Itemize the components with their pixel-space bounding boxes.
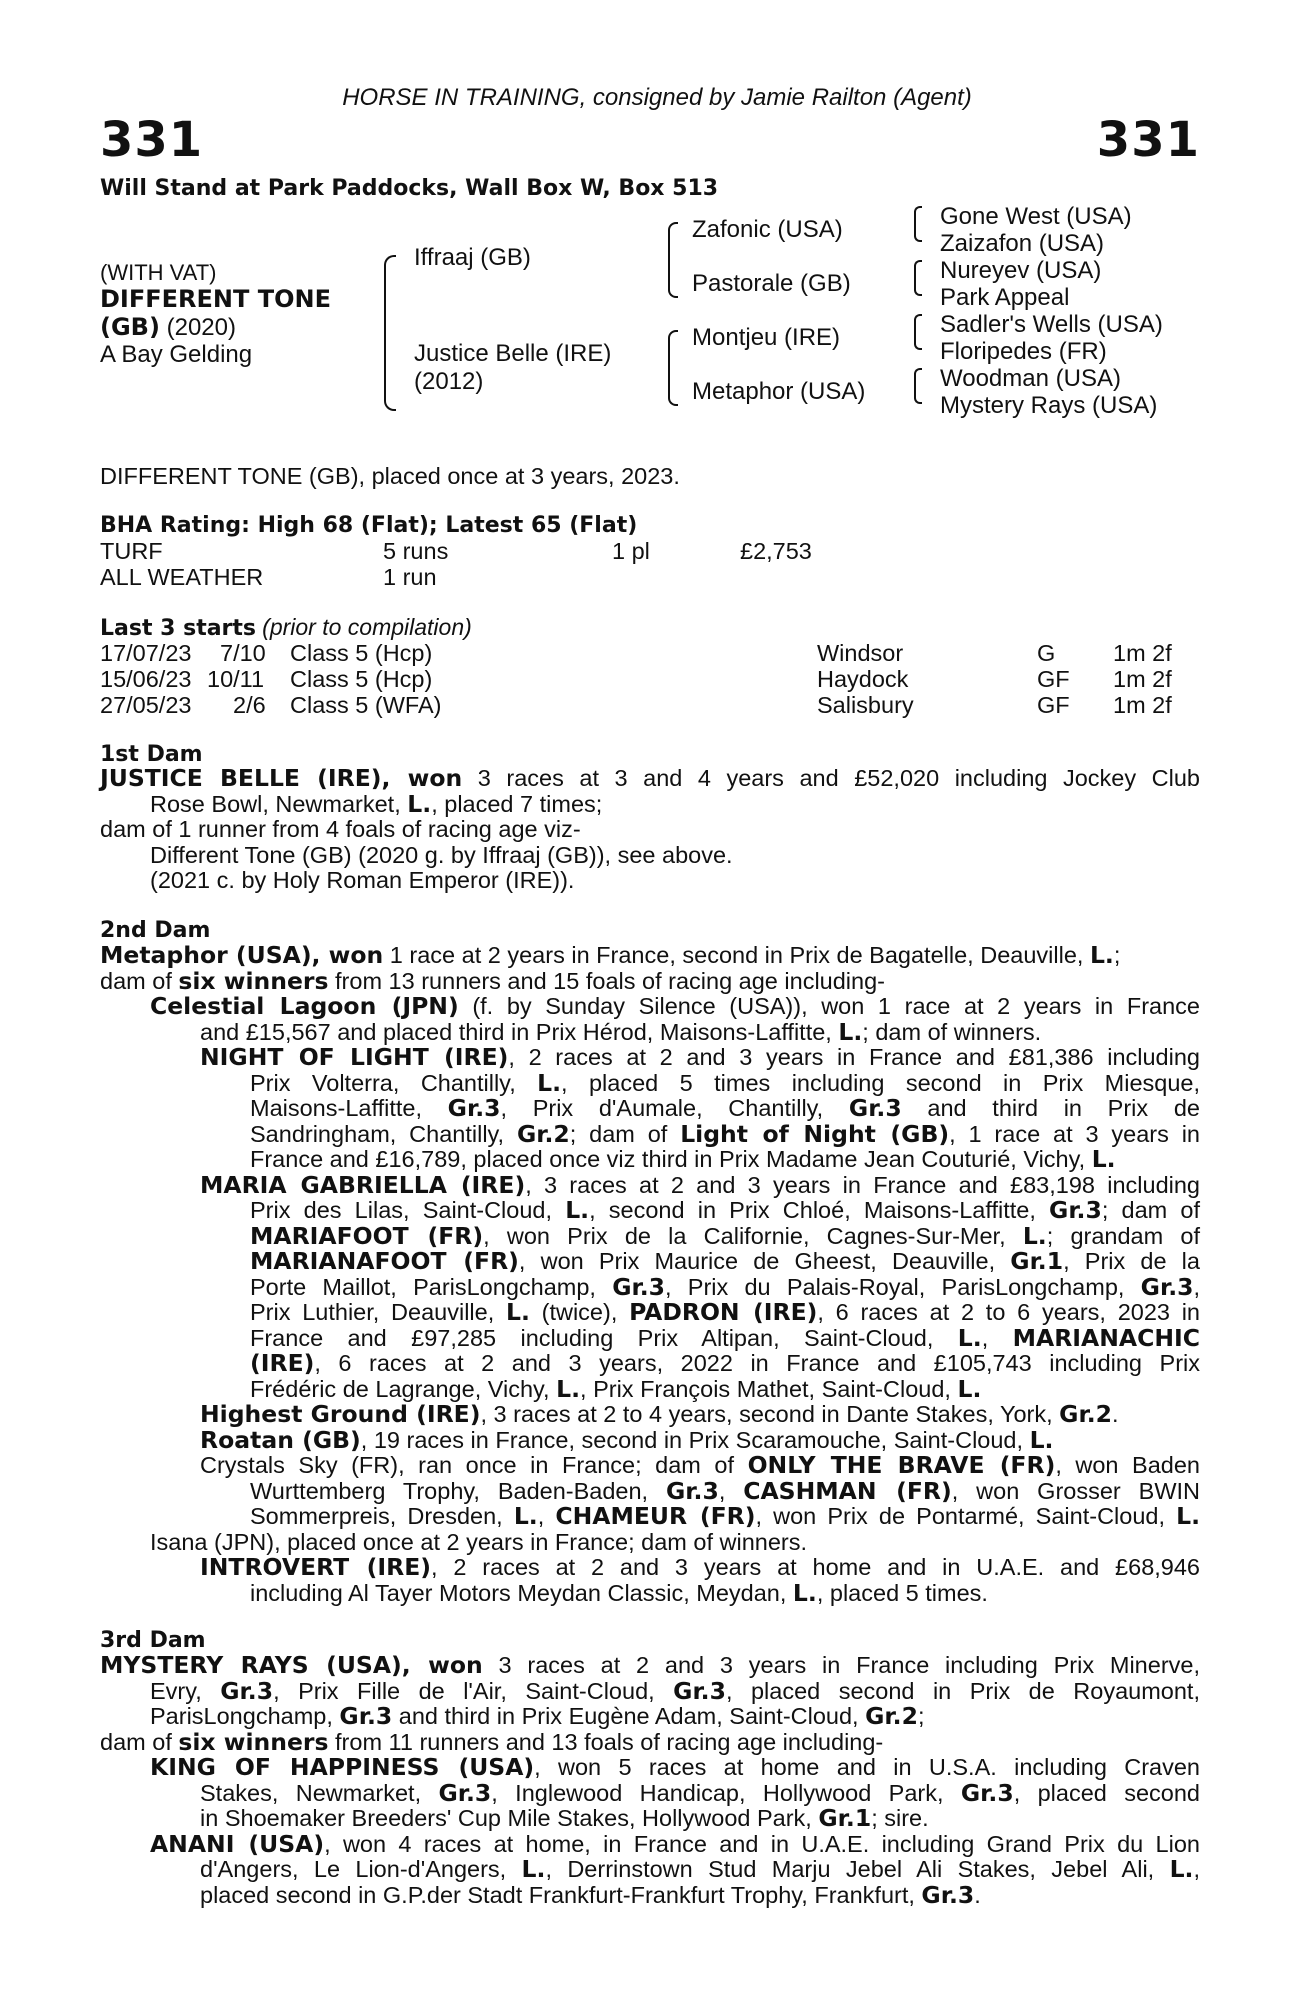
text-line: France and £16,789, placed once viz third in Prix Madame Jean Couturié, Vichy, L. (250, 1145, 1116, 1173)
ggp-brace-1 (914, 260, 922, 296)
text-line: NIGHT OF LIGHT (IRE), 2 races at 2 and 3 years in France and £81,386 including (200, 1043, 1200, 1071)
race-summary: DIFFERENT TONE (GB), placed once at 3 years, 2023. (100, 463, 680, 489)
rating-runs: 1 run (383, 564, 437, 590)
start-date: 15/06/23 (100, 666, 192, 692)
start-going: GF (1037, 666, 1070, 692)
text-line: KING OF HAPPINESS (USA), won 5 races at home and in U.S.A. including Craven (150, 1753, 1200, 1781)
start-race: Class 5 (Hcp) (290, 640, 433, 666)
text-line: Sandringham, Chantilly, Gr.2; dam of Light of Night (GB), 1 race at 3 years in (250, 1119, 1201, 1148)
start-going: GF (1037, 692, 1070, 718)
text-line: INTROVERT (IRE), 2 races at 2 and 3 years at home and in U.A.E. and £68,946 (200, 1553, 1200, 1581)
text-line: Roatan (GB), 19 races in France, second in Prix Scaramouche, Saint-Cloud, L. (200, 1425, 1054, 1454)
start-course: Salisbury (817, 692, 914, 718)
text-line: placed second in G.P.der Stadt Frankfurt-Frankfurt Trophy, Frankfurt, Gr.3. (200, 1880, 981, 1909)
text-line: ParisLongchamp, Gr.3 and third in Prix Eugène Adam, Saint-Cloud, Gr.2; (150, 1702, 925, 1730)
start-date: 27/05/23 (100, 692, 192, 718)
pedigree-gp-2: Montjeu (IRE) (692, 324, 841, 351)
text-line: Wurttemberg Trophy, Baden-Baden, Gr.3, CASHMAN (FR), won Grosser BWIN (250, 1476, 1201, 1505)
pedigree-gp-3: Metaphor (USA) (692, 378, 866, 405)
start-race: Class 5 (WFA) (290, 692, 442, 718)
text-line: dam of six winners from 11 runners and 13 foals of racing age including- (100, 1727, 884, 1756)
horse-description: A Bay Gelding (100, 341, 253, 368)
pedigree-dam: Justice Belle (IRE) (414, 340, 612, 367)
text-line: in Shoemaker Breeders' Cup Mile Stakes, Hollywood Park, Gr.1; sire. (200, 1804, 929, 1832)
third-dam-text (100, 1653, 1200, 1908)
last-starts-heading: Last 3 starts (prior to compilation) (100, 614, 472, 641)
sire-parents-brace (668, 222, 678, 298)
rating-prize: £2,753 (740, 538, 812, 564)
lot-number-left: 331 (100, 112, 204, 168)
pedigree-ggp-7: Mystery Rays (USA) (940, 392, 1158, 419)
start-distance: 1m 2f (1113, 666, 1172, 692)
ggp-brace-0 (914, 206, 922, 242)
rating-surface: TURF (100, 538, 163, 564)
text-line: France and £97,285 including Prix Altipan, Saint-Cloud, L., MARIANACHIC (250, 1323, 1200, 1352)
ggp-brace-3 (914, 368, 922, 404)
stable-location: Will Stand at Park Paddocks, Wall Box W, Box 513 (100, 176, 719, 201)
pedigree-ggp-1: Zaizafon (USA) (940, 230, 1105, 257)
pedigree-ggp-3: Park Appeal (940, 284, 1070, 311)
text-line: Porte Maillot, ParisLongchamp, Gr.3, Prix du Palais-Royal, ParisLongchamp, Gr.3, (250, 1272, 1201, 1301)
text-line: Prix Volterra, Chantilly, L., placed 5 times including second in Prix Miesque, (250, 1068, 1200, 1097)
pedigree-ggp-6: Woodman (USA) (940, 365, 1121, 392)
bha-rating-heading: BHA Rating: High 68 (Flat); Latest 65 (Flat) (100, 513, 638, 538)
second-dam-text: Metaphor (USA), won 1 race at 2 years in France, second in Prix de Bagatelle, Deauville, L.; dam of six winners from 13 runners and 15 foals of racing age including- (100, 941, 1121, 995)
text-line: Evry, Gr.3, Prix Fille de l'Air, Saint-Cloud, Gr.3, placed second in Prix de Royaumont, (150, 1676, 1200, 1705)
text-line: Maisons-Laffitte, Gr.3, Prix d'Aumale, Chantilly, Gr.3 and third in Prix de (250, 1094, 1200, 1122)
text-line: Frédéric de Lagrange, Vichy, L., Prix François Mathet, Saint-Cloud, L. (250, 1374, 982, 1403)
rating-surface: ALL WEATHER (100, 564, 264, 590)
pedigree-sire: Iffraaj (GB) (414, 244, 531, 271)
pedigree-ggp-2: Nureyev (USA) (940, 257, 1102, 284)
text-line: MARIANAFOOT (FR), won Prix Maurice de Gheest, Deauville, Gr.1, Prix de la (250, 1247, 1200, 1275)
sire-dam-brace (384, 255, 396, 411)
rating-placed: 1 pl (612, 538, 650, 564)
start-course: Haydock (817, 666, 909, 692)
text-line: MYSTERY RAYS (USA), won 3 races at 2 and 3 years in France including Prix Minerve, (100, 1651, 1200, 1679)
pedigree-ggp-4: Sadler's Wells (USA) (940, 311, 1163, 338)
ggp-brace-2 (914, 314, 922, 350)
rating-runs: 5 runs (383, 538, 449, 564)
pedigree-dam-year: (2012) (414, 368, 484, 395)
text-line: (IRE), 6 races at 2 and 3 years, 2022 in France and £105,743 including Prix (250, 1349, 1200, 1377)
text-line: and £15,567 and placed third in Prix Hérod, Maisons-Laffitte, L.; dam of winners. (200, 1017, 1042, 1046)
start-position: 7/10 (220, 640, 266, 666)
text-line: MARIAFOOT (FR), won Prix de la Californie, Cagnes-Sur-Mer, L.; grandam of (250, 1221, 1201, 1250)
start-race: Class 5 (Hcp) (290, 666, 433, 692)
text-line: d'Angers, Le Lion-d'Angers, L., Derrinstown Stud Marju Jebel Ali Stakes, Jebel Ali, L., (200, 1855, 1200, 1883)
third-dam-heading: 3rd Dam (100, 1628, 206, 1653)
consignor-header: HORSE IN TRAINING, consigned by Jamie Railton (Agent) (342, 84, 972, 111)
pedigree-ggp-0: Gone West (USA) (940, 203, 1132, 230)
text-line: including Al Tayer Motors Meydan Classic, Meydan, L., placed 5 times. (250, 1578, 988, 1607)
text-line: Highest Ground (IRE), 3 races at 2 to 4 years, second in Dante Stakes, York, Gr.2. (200, 1400, 1119, 1428)
first-dam-text: JUSTICE BELLE (IRE), won 3 races at 3 and 4 years and £52,020 including Jockey Club Rose Bowl, Newmarket, L., placed 7 times; dam of 1 runner from 4 foals of racing age viz- Different Tone (GB) (2020 g. by Iffraaj (GB)), see above. (2021 c. by Holy Roman Emperor (IRE)). (100, 764, 1200, 893)
pedigree-gp-1: Pastorale (GB) (692, 270, 851, 297)
dam-parents-brace (668, 330, 678, 406)
text-line: Sommerpreis, Dresden, L., CHAMEUR (FR), won Prix de Pontarmé, Saint-Cloud, L. (250, 1502, 1201, 1530)
start-going: G (1037, 640, 1056, 666)
text-line: Celestial Lagoon (JPN) (f. by Sunday Silence (USA)), won 1 race at 2 years in France (150, 992, 1200, 1020)
text-line: MARIA GABRIELLA (IRE), 3 races at 2 and 3 years in France and £83,198 including (200, 1170, 1200, 1199)
start-distance: 1m 2f (1113, 640, 1172, 666)
second-dam-heading: 2nd Dam (100, 918, 211, 943)
horse-origin-year: (GB) (2020) (100, 313, 236, 341)
second-dam-progeny (100, 994, 1200, 1606)
text-line: Crystals Sky (FR), ran once in France; dam of ONLY THE BRAVE (FR), won Baden (200, 1451, 1200, 1479)
text-line: Prix des Lilas, Saint-Cloud, L., second in Prix Chloé, Maisons-Laffitte, Gr.3; dam of (250, 1196, 1201, 1224)
text-line: Stakes, Newmarket, Gr.3, Inglewood Handicap, Hollywood Park, Gr.3, placed second (200, 1778, 1200, 1807)
vat-note: (WITH VAT) (100, 260, 217, 285)
text-line: Prix Luthier, Deauville, L. (twice), PADRON (IRE), 6 races at 2 to 6 years, 2023 in (250, 1298, 1201, 1326)
pedigree-ggp-5: Floripedes (FR) (940, 338, 1107, 365)
horse-name: DIFFERENT TONE (100, 285, 331, 313)
start-distance: 1m 2f (1113, 692, 1172, 718)
start-date: 17/07/23 (100, 640, 192, 666)
start-position: 2/6 (233, 692, 266, 718)
first-dam-heading: 1st Dam (100, 742, 203, 767)
text-line: ANANI (USA), won 4 races at home, in France and in U.A.E. including Grand Prix du Lion (150, 1829, 1200, 1858)
text-line: Isana (JPN), placed once at 2 years in France; dam of winners. (150, 1528, 808, 1555)
lot-number-right: 331 (1096, 112, 1200, 168)
pedigree-gp-0: Zafonic (USA) (692, 216, 843, 243)
start-position: 10/11 (207, 666, 265, 692)
start-course: Windsor (817, 640, 904, 666)
